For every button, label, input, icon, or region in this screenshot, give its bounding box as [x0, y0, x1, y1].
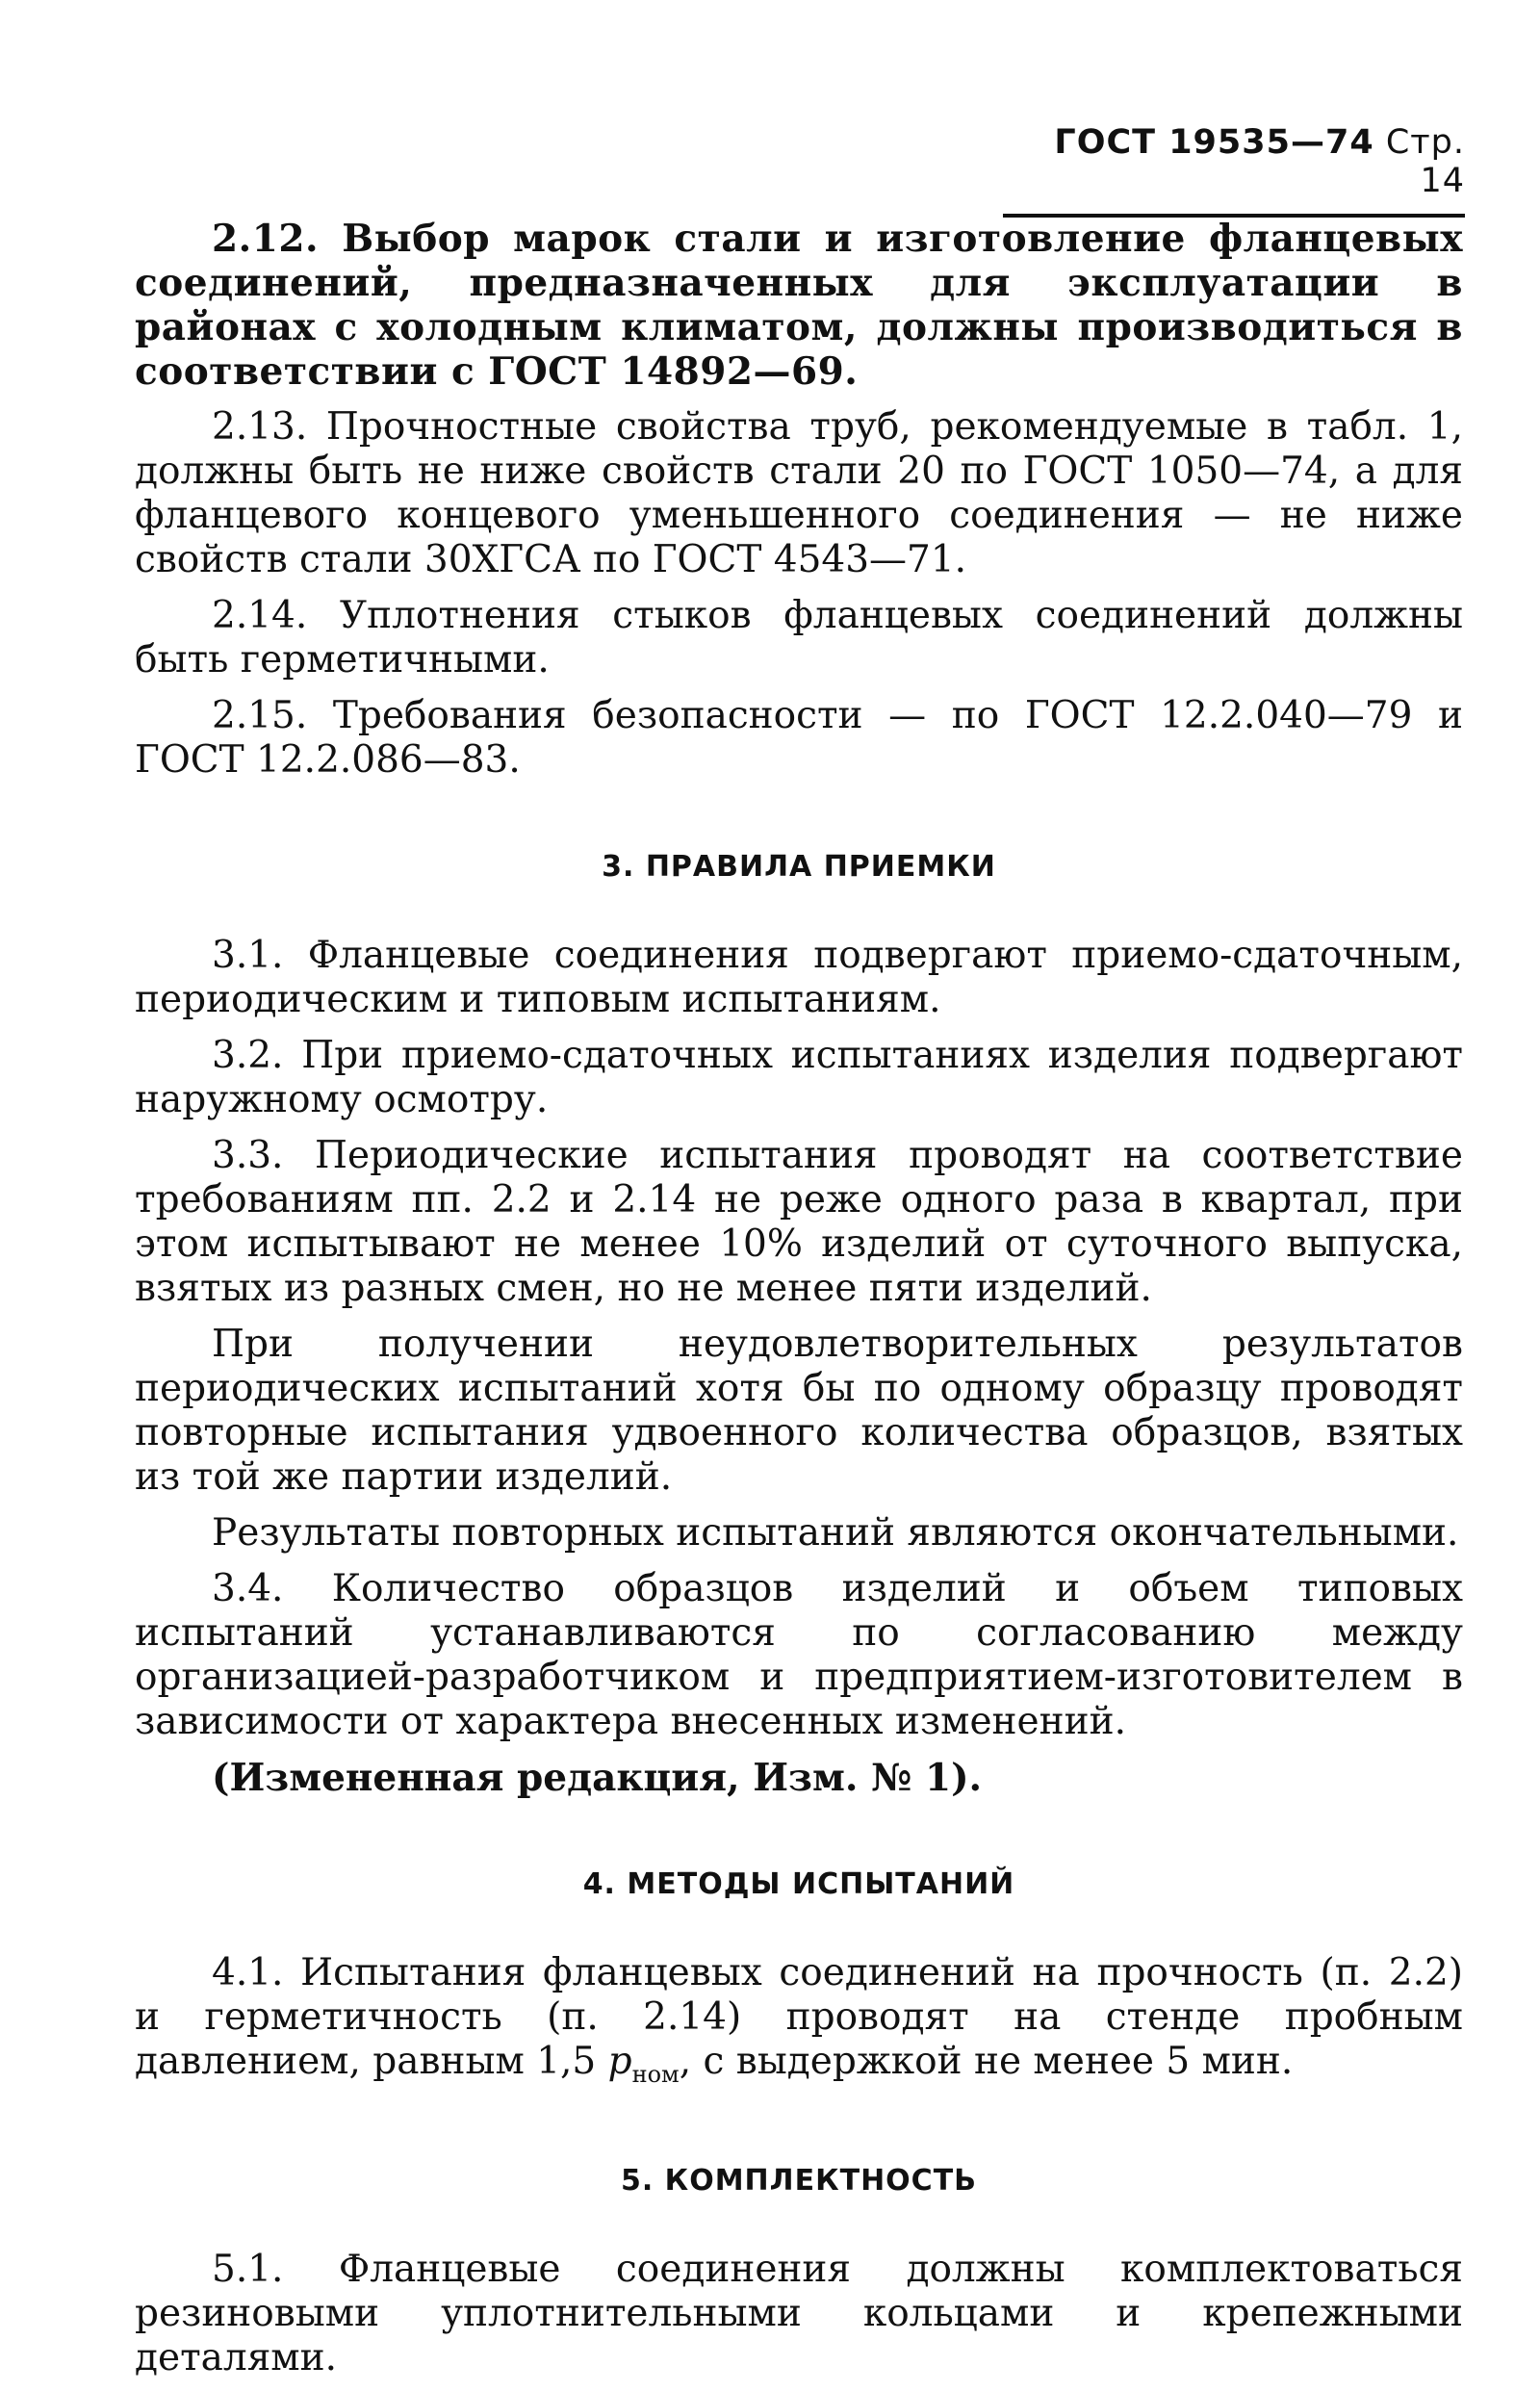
- section-3-heading: 3. ПРАВИЛА ПРИЕМКИ: [602, 850, 996, 884]
- paragraph-3-2: 3.2. При приемо-сдаточных испытаниях изделия подвергают наружному осмотру.: [135, 1034, 1463, 1121]
- standard-code: ГОСТ 19535—74: [1054, 123, 1374, 162]
- pressure-subscript: ном: [631, 2060, 680, 2088]
- paragraph-4-1-text: 4.1. Испытания фланцевых соединений на прочность (п. 2.2) и герметичность (п. 2.14) проводят на стенде пробным давлением, равным 1,5: [135, 1951, 1463, 2083]
- paragraph-2-12: 2.12. Выбор марок стали и изготовление фланцевых соединений, предназначенных для эксплуатации в районах с холодным климатом, должны производиться в соответствии с ГОСТ 14892—69.: [135, 217, 1463, 394]
- paragraph-4-1-tail: , с выдержкой не менее 5 мин.: [679, 2040, 1294, 2083]
- paragraph-3-1: 3.1. Фланцевые соединения подвергают приемо-сдаточным, периодическим и типовым испытаниям.: [135, 934, 1463, 1021]
- paragraph-2-14: 2.14. Уплотнения стыков фланцевых соединений должны быть герметичными.: [135, 594, 1463, 682]
- paragraph-3-4: 3.4. Количество образцов изделий и объем типовых испытаний устанавливаются по согласованию между организацией-разработчиком и предприятием-изготовителем в зависимости от характера внесенных изменений.: [135, 1567, 1463, 1743]
- page-header: [1003, 123, 1465, 218]
- section-4-heading: 4. МЕТОДЫ ИСПЫТАНИЙ: [582, 1867, 1015, 1901]
- paragraph-3-3-repeat: При получении неудовлетворительных результатов периодических испытаний хотя бы по одному образцу проводят повторные испытания удвоенного количества образцов, взятых из той же партии изделий.: [135, 1323, 1463, 1499]
- paragraph-2-13: 2.13. Прочностные свойства труб, рекомендуемые в табл. 1, должны быть не ниже свойств стали 20 по ГОСТ 1050—74, а для фланцевого концевого уменьшенного соединения — не ниже свойств стали 30ХГСА по ГОСТ 4543—71.: [135, 405, 1463, 581]
- paragraph-3-3: 3.3. Периодические испытания проводят на соответствие требованиям пп. 2.2 и 2.14 не реже одного раза в квартал, при этом испытывают не менее 10% изделий от суточного выпуска, взятых из разных смен, но не менее пяти изделий.: [135, 1134, 1463, 1310]
- paragraph-5-1: 5.1. Фланцевые соединения должны комплектоваться резиновыми уплотнительными кольцами и крепежными деталями.: [135, 2247, 1463, 2379]
- pressure-symbol: p: [607, 2040, 632, 2083]
- section-5-heading: 5. КОМПЛЕКТНОСТЬ: [620, 2163, 978, 2198]
- paragraph-4-1: [135, 1951, 1463, 2096]
- document-body: [135, 217, 1463, 2392]
- paragraph-2-15: 2.15. Требования безопасности — по ГОСТ 12.2.040—79 и ГОСТ 12.2.086—83.: [135, 694, 1463, 782]
- page-number: Стр. 14: [1385, 123, 1465, 200]
- paragraph-3-3-final: Результаты повторных испытаний являются окончательными.: [212, 1511, 1459, 1555]
- amendment-note: (Измененная редакция, Изм. № 1).: [212, 1756, 983, 1800]
